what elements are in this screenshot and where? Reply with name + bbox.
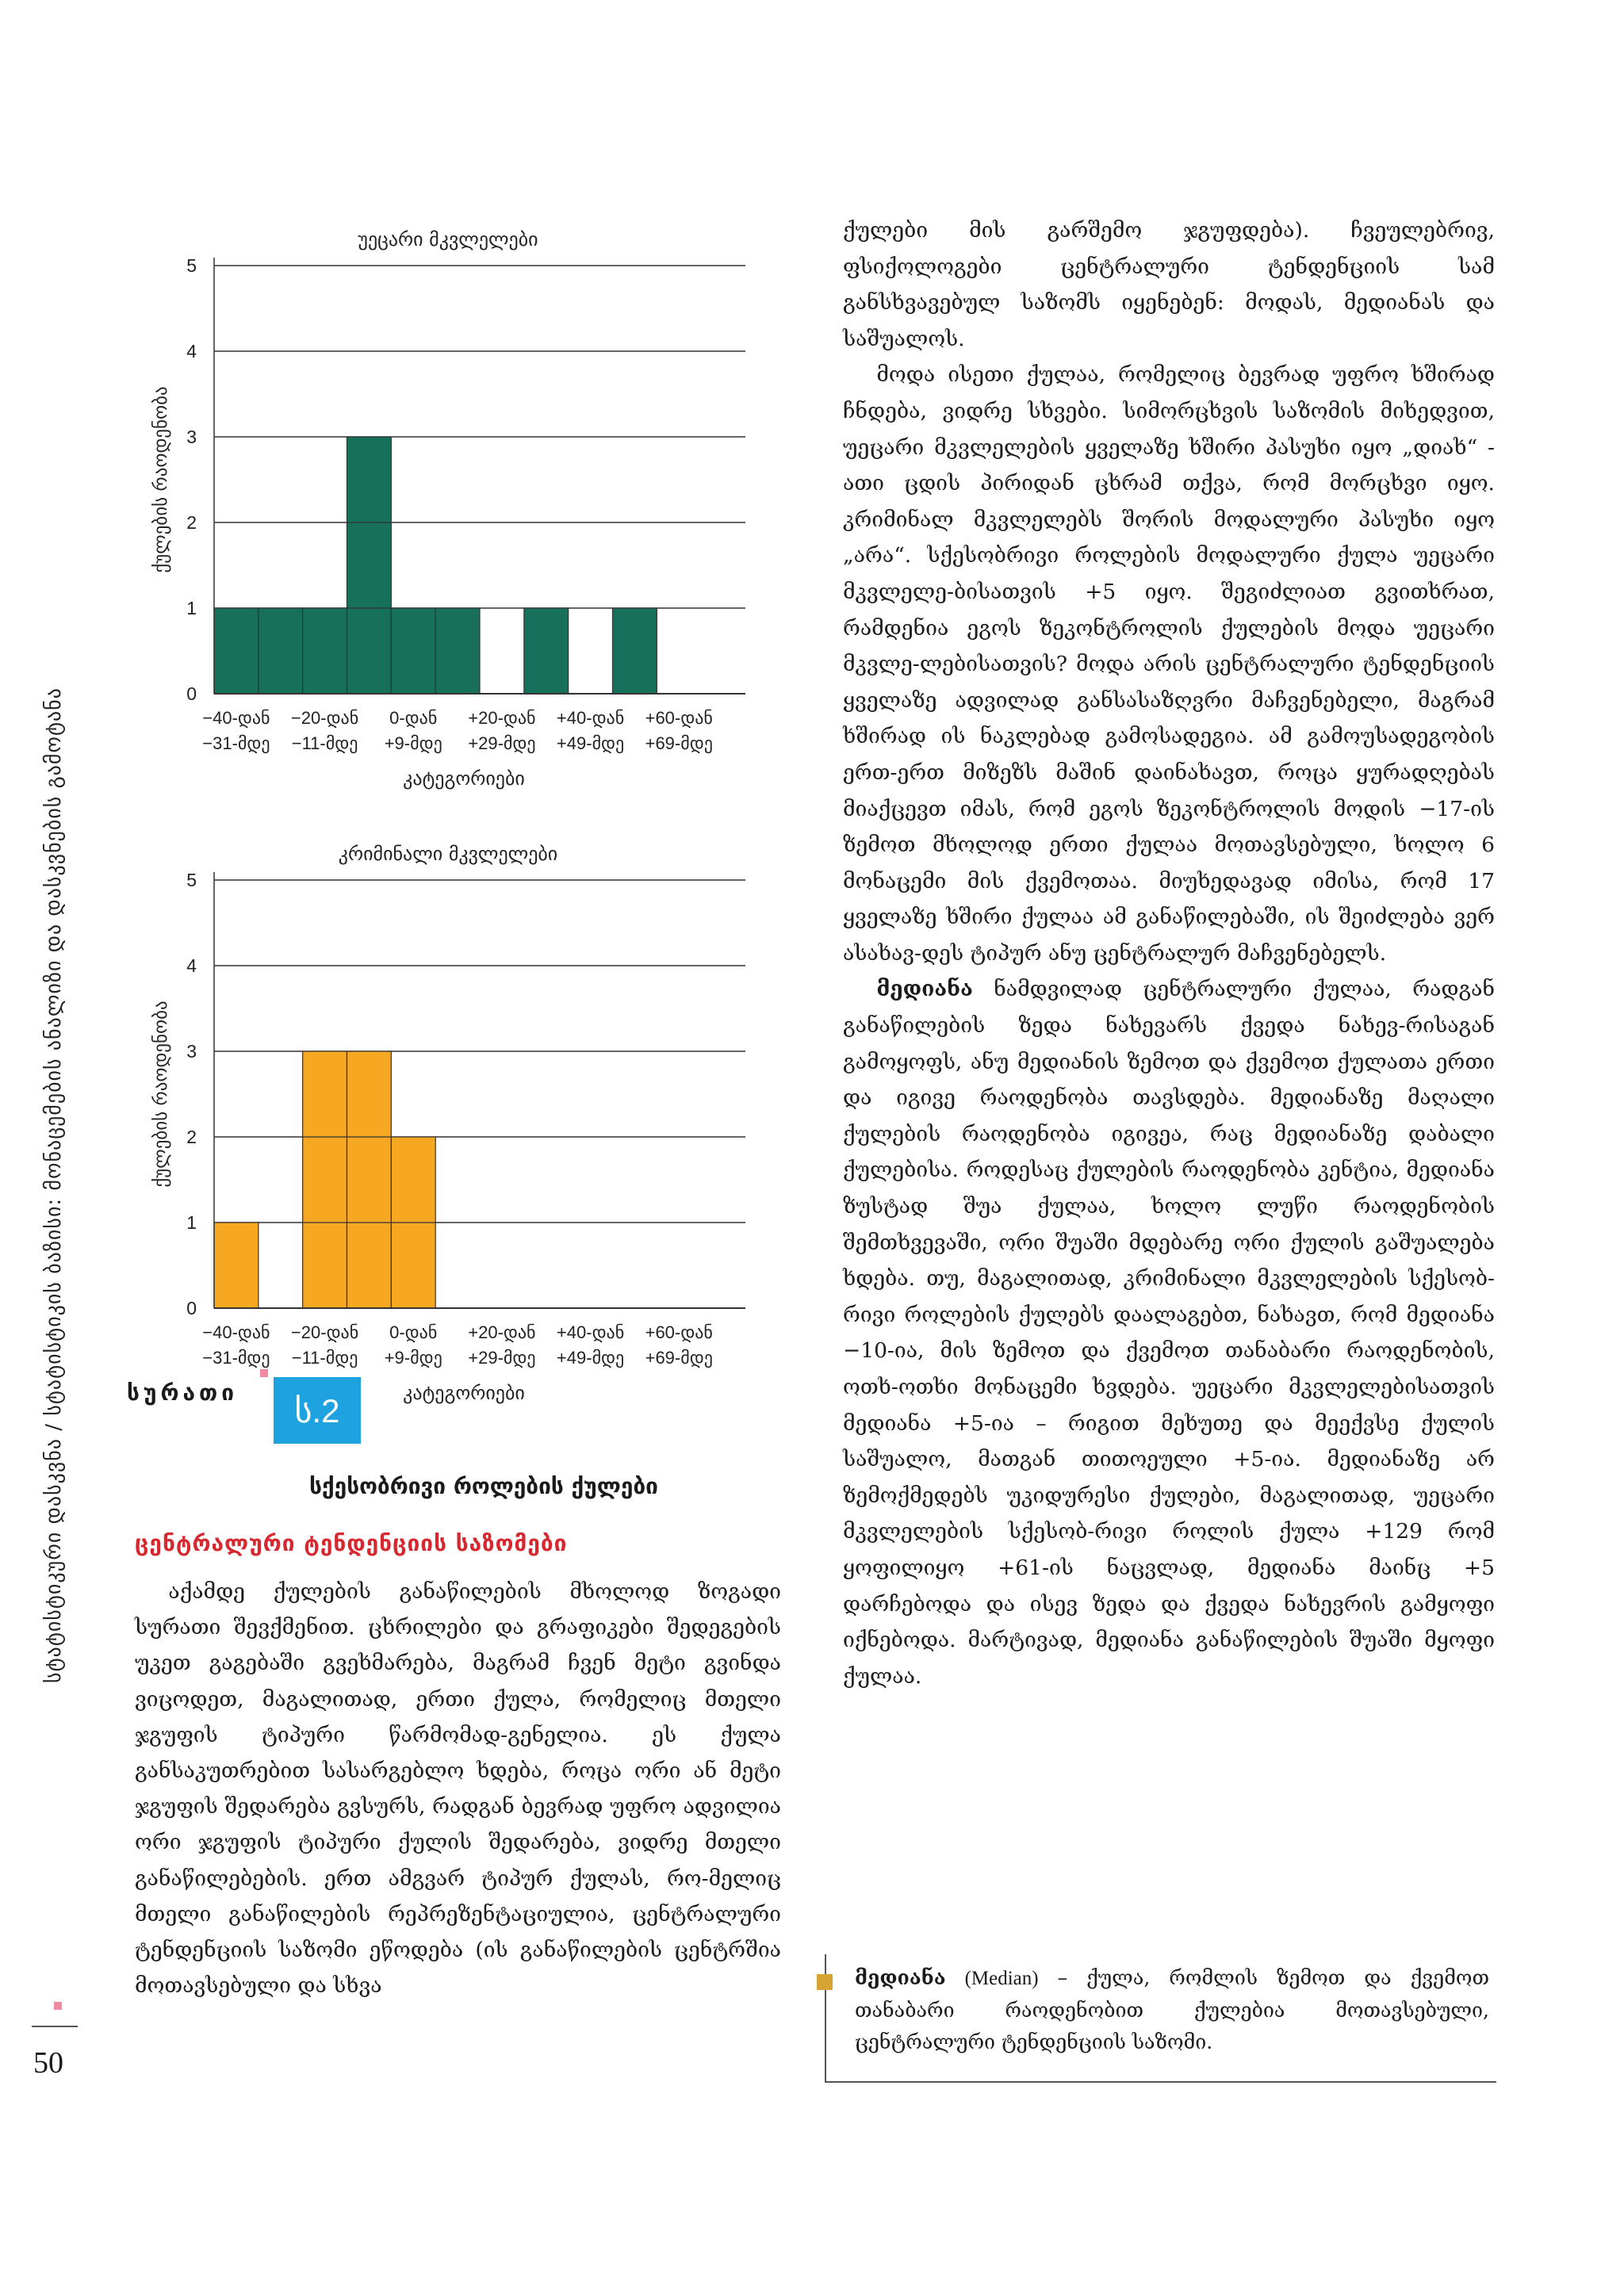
y-tick-label: 3 [186, 1041, 197, 1062]
bar-segment [347, 437, 392, 522]
x-tick-label: −20-დან [290, 708, 359, 728]
bar-segment [214, 608, 259, 694]
definition-term-en: (Median) [964, 1968, 1039, 1989]
y-tick-label: 1 [186, 598, 197, 618]
x-tick-label: 0-დან [389, 708, 438, 728]
section-heading: ცენტრალური ტენდენციის საზომები [135, 1530, 568, 1556]
x-tick-label: −31-მდე [202, 733, 270, 753]
paragraph [843, 971, 1495, 1694]
figure-caption: სქესობრივი როლების ქულები [309, 1473, 658, 1499]
y-tick-label: 4 [186, 341, 197, 362]
x-tick-label: +29-მდე [468, 733, 536, 753]
y-tick-label: 4 [186, 955, 197, 976]
x-tick-label: +49-მდე [556, 733, 625, 753]
y-axis-label: ქულების რაოდენობა [151, 1001, 171, 1188]
side-marker [54, 2002, 62, 2010]
definition-body: – ქულა, რომლის ზემოთ და ქვემოთ თანაბარი რაოდენობით ქულებია მოთავსებული, ცენტრალური ტენდენციის საზომი. [855, 1966, 1489, 2053]
y-tick-label: 1 [186, 1212, 197, 1233]
right-column-text [843, 212, 1495, 1694]
x-tick-label: −40-დან [202, 1322, 270, 1342]
x-tick-label: +69-მდე [645, 1348, 713, 1368]
page-number: 50 [33, 2046, 63, 2080]
chart-title: უეცარი მკვლელები [358, 228, 538, 251]
x-axis-label: კატეგორიები [403, 1382, 525, 1404]
y-tick-label: 3 [186, 427, 197, 447]
chart-svg-sudden [135, 214, 801, 801]
x-tick-label: −11-მდე [291, 733, 358, 753]
x-tick-label: −11-მდე [291, 1348, 358, 1368]
x-tick-label: −20-დან [290, 1322, 359, 1342]
figure-label: სურათი [127, 1380, 238, 1406]
bar-segment [347, 522, 392, 608]
running-header-text: სტატისტიკური დასკვნა / სტატისტიკის ბაზისი: მონაცემების ანალიზი და დასკვნების გამოტანა [42, 687, 67, 1683]
term-median: მედიანა [876, 977, 973, 1002]
x-tick-label: +9-მდე [384, 733, 442, 753]
bar-segment [303, 1051, 347, 1137]
bar-segment [347, 1137, 392, 1223]
x-tick-label: +49-მდე [556, 1348, 625, 1368]
paragraph-body: ნამდვილად ცენტრალური ქულაა, რადგან განაწილების ზედა ნახევარს ქვედა ნახევ-რისაგან გამოყოფს, ანუ მედიანის ზემოთ და ქვემოთ ქულათა ერთი და იგივე რაოდენობა თავსდება. მედიანაზე მაღალი ქულების რაოდენობა იგივეა, რაც მედიანაზე დაბალი ქულებისა. როდესაც ქულების რაოდენობა კენტია, მედიანა ზუსტად შუა ქულაა, ხოლო ლუწი რაოდენობის შემთხვევაში, ორი შუაში მდებარე ორი ქულის გაშუალება ხდება. თუ, მაგალითად, კრიმინალი მკვლელების სქესობ-რივი როლების ქულებს დაალაგებთ, ნახავთ, რომ მედიანა −10-ია, მის ზემოთ და ქვემოთ თანაბარი რაოდენობის, ოთხ-ოთხი მონაცემი ხვდება. უეცარი მკვლელებისათვის მედიანა +5-ია – რიგით მეხუთე და მეექვსე ქულის საშუალო, მათგან თითოეული +5-ია. მედიანაზე არ ზემოქმედებს უკიდურესი ქულები, მაგალითად, უეცარი მკვლელების სქესობ-რივი როლის ქულა +129 რომ ყოფილიყო +61-ის ნაცვლად, მედიანა მაინც +5 დარჩებოდა და ისევ ზედა და ქვედა ნახევრის გამყოფი იქნებოდა. მარტივად, მედიანა განაწილების შუაში მყოფი ქულაა. [843, 977, 1495, 1689]
bar-segment [303, 608, 347, 694]
bar-segment [391, 608, 435, 694]
figure-badge: ს.2 [274, 1377, 361, 1444]
y-tick-label: 0 [186, 683, 197, 704]
bar-segment [613, 608, 657, 694]
figure-marker [260, 1369, 268, 1377]
y-axis-label: ქულების რაოდენობა [151, 386, 171, 573]
bar-segment [214, 1223, 259, 1308]
bar-segment [303, 1223, 347, 1308]
running-header [30, 373, 78, 1998]
x-tick-label: −40-დან [202, 708, 270, 728]
bar-segment [347, 1051, 392, 1137]
bar-segment [347, 1223, 392, 1308]
chart-svg-criminal [135, 828, 801, 1415]
x-tick-label: −31-მდე [202, 1348, 270, 1368]
x-tick-label: +20-დან [468, 1322, 536, 1342]
x-tick-label: +29-მდე [468, 1348, 536, 1368]
x-tick-label: +60-დან [645, 708, 713, 728]
paragraph: მოდა ისეთი ქულაა, რომელიც ბევრად უფრო ხშირად ჩნდება, ვიდრე სხვები. სიმორცხვის საზომის მიხედვით, უეცარი მკვლელების ყველაზე ხშირი პასუხი იყო „დიახ“ - ათი ცდის პირიდან ცხრამ თქვა, რომ მორცხვი იყო. კრიმინალ მკვლელებს შორის მოდალური პასუხი იყო „არა“. სქესობრივი როლების მოდალური ქულა უეცარი მკვლელე-ბისათვის +5 იყო. შეგიძლიათ გვითხრათ, რამდენია ეგოს ზეკონტროლის ქულების მოდა უეცარი მკვლე-ლებისათვის? მოდა არის ცენტრალური ტენდენციის ყველაზე ადვილად განსასაზღვრი მაჩვენებელი, მაგრამ ხშირად ის ნაკლებად გამოსადეგია. ამ გამოუსადეგობის ერთ-ერთ მიზეზს მაშინ დაინახავთ, როცა ყურადღებას მიაქცევთ იმას, რომ ეგოს ზეკონტროლის მოდის −17-ის ზემოთ მხოლოდ ერთი ქულაა მოთავსებული, ხოლო 6 მონაცემი მის ქვემოთაა. მიუხედავად იმისა, რომ 17 ყველაზე ხშირი ქულაა ამ განაწილებაში, ის შეიძლება ვერ ასახავ-დეს ტიპურ ანუ ცენტრალურ მაჩვენებელს. [843, 362, 1495, 966]
left-column-text [135, 1574, 781, 2003]
y-tick-label: 5 [186, 870, 197, 890]
x-axis-label: კატეგორიები [403, 767, 525, 790]
x-tick-label: +9-მდე [384, 1348, 442, 1368]
y-tick-label: 5 [186, 255, 197, 276]
y-tick-label: 2 [186, 1127, 197, 1147]
bar-segment [303, 1137, 347, 1223]
x-tick-label: 0-დან [389, 1322, 438, 1342]
x-tick-label: +69-მდე [645, 733, 713, 753]
bar-segment [259, 608, 303, 694]
bar-segment [391, 1223, 435, 1308]
x-tick-label: +60-დან [645, 1322, 713, 1342]
side-rule [32, 2026, 78, 2027]
definition-term: მედიანა [855, 1966, 946, 1989]
definition-text [855, 1962, 1489, 2058]
x-tick-label: +40-დან [556, 708, 625, 728]
bar-segment [524, 608, 569, 694]
chart-sudden-murderers [135, 214, 801, 801]
x-tick-label: +20-დან [468, 708, 536, 728]
bar-segment [347, 608, 392, 694]
bar-segment [435, 608, 480, 694]
chart-title: კრიმინალი მკვლელები [338, 843, 558, 865]
x-tick-label: +40-დან [556, 1322, 625, 1342]
paragraph: აქამდე ქულების განაწილების მხოლოდ ზოგადი სურათი შევქმენით. ცხრილები და გრაფიკები შედეგების უკეთ გაგებაში გვეხმარება, მაგრამ ჩვენ მეტი გვინდა ვიცოდეთ, მაგალითად, ერთი ქულა, რომელიც მთელი ჯგუფის ტიპური წარმომად-გენელია. ეს ქულა განსაკუთრებით სასარგებლო ხდება, როცა ორი ან მეტი ჯგუფის შედარება გვსურს, რადგან ბევრად უფრო ადვილია ორი ჯგუფის ტიპური ქულის შედარება, ვიდრე მთელი განაწილებების. ერთ ამგვარ ტიპურ ქულას, რო-მელიც მთელი განაწილების რეპრეზენტაციულია, ცენტრალური ტენდენციის საზომი ეწოდება (ის განაწილების ცენტრშია მოთავსებული და სხვა [135, 1579, 781, 1999]
definition-marker [817, 1974, 833, 1990]
paragraph: ქულები მის გარშემო ჯგუფდება). ჩვეულებრივ, ფსიქოლოგები ცენტრალური ტენდენციის სამ განსხვავებულ საზომს იყენებენ: მოდას, მედიანას და საშუალოს. [843, 218, 1495, 351]
y-tick-label: 0 [186, 1298, 197, 1318]
y-tick-label: 2 [186, 512, 197, 533]
bar-segment [391, 1137, 435, 1223]
chart-criminal-murderers [135, 828, 801, 1415]
